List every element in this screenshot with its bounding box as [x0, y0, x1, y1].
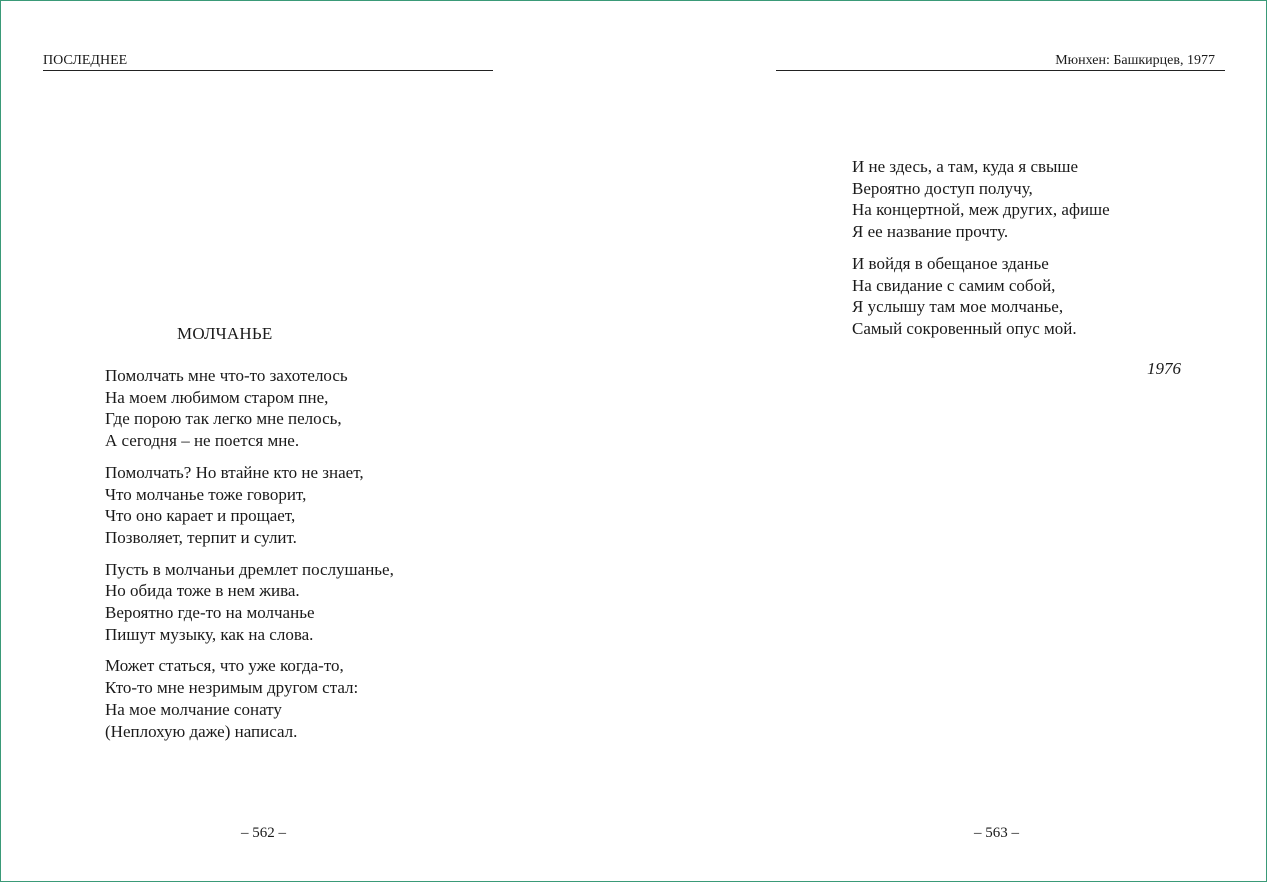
poem-line: (Неплохую даже) написал. — [105, 721, 298, 741]
poem-line: Вероятно доступ получу, — [852, 178, 1033, 198]
right-poem-body — [852, 156, 1110, 350]
running-head-left-text: ПОСЛЕДНЕЕ — [43, 53, 128, 68]
poem-line: Может статься, что уже когда-то, — [105, 656, 344, 676]
stanza-6 — [852, 253, 1110, 340]
poem-line: Пишут музыку, как на слова. — [105, 624, 314, 644]
poem-line: Но обида тоже в нем жива. — [105, 581, 300, 601]
poem-line: На мое молчание сонату — [105, 699, 282, 719]
stanza-3 — [105, 559, 394, 646]
poem-line: На моем любимом старом пне, — [105, 387, 329, 407]
poem-line: Что оно карает и прощает, — [105, 506, 296, 526]
page-number-left: – 562 – — [241, 825, 286, 841]
running-head-right — [776, 52, 1225, 71]
running-head-left — [43, 52, 493, 71]
running-head-right-text: Мюнхен: Башкирцев, 1977 — [1055, 53, 1215, 68]
poem-line: Я услышу там мое молчанье, — [852, 297, 1064, 317]
poem-line: Где порою так легко мне пелось, — [105, 409, 342, 429]
poem-line: И не здесь, а там, куда я свыше — [852, 157, 1079, 176]
poem-date: 1976 — [1147, 359, 1181, 378]
poem-line: Кто-то мне незримым другом стал: — [105, 678, 359, 698]
poem-line: На концертной, меж других, афише — [852, 200, 1110, 220]
stanza-5 — [852, 156, 1110, 243]
poem-line: Пусть в молчаньи дремлет послушанье, — [105, 559, 394, 579]
poem-line: На свидание с самим собой, — [852, 275, 1056, 295]
poem-line: Что молчанье тоже говорит, — [105, 484, 307, 504]
poem-line: Вероятно где-то на молчанье — [105, 603, 315, 623]
page-number-right: – 563 – — [974, 825, 1019, 841]
poem-line: Помолчать? Но втайне кто не знает, — [105, 462, 364, 482]
poem-line: А сегодня – не поется мне. — [105, 431, 300, 451]
poem-line: И войдя в обещаное зданье — [852, 253, 1049, 273]
poem-title: МОЛЧАНЬЕ — [177, 324, 273, 343]
poem-line: Я ее название прочту. — [852, 222, 1009, 242]
poem-line: Позволяет, терпит и сулит. — [105, 527, 297, 547]
stanza-4 — [105, 655, 394, 742]
left-poem-body — [105, 365, 394, 752]
stanza-1 — [105, 365, 394, 452]
poem-line: Помолчать мне что-то захотелось — [105, 366, 348, 385]
stanza-2 — [105, 462, 394, 549]
poem-line: Самый сокровенный опус мой. — [852, 318, 1077, 338]
